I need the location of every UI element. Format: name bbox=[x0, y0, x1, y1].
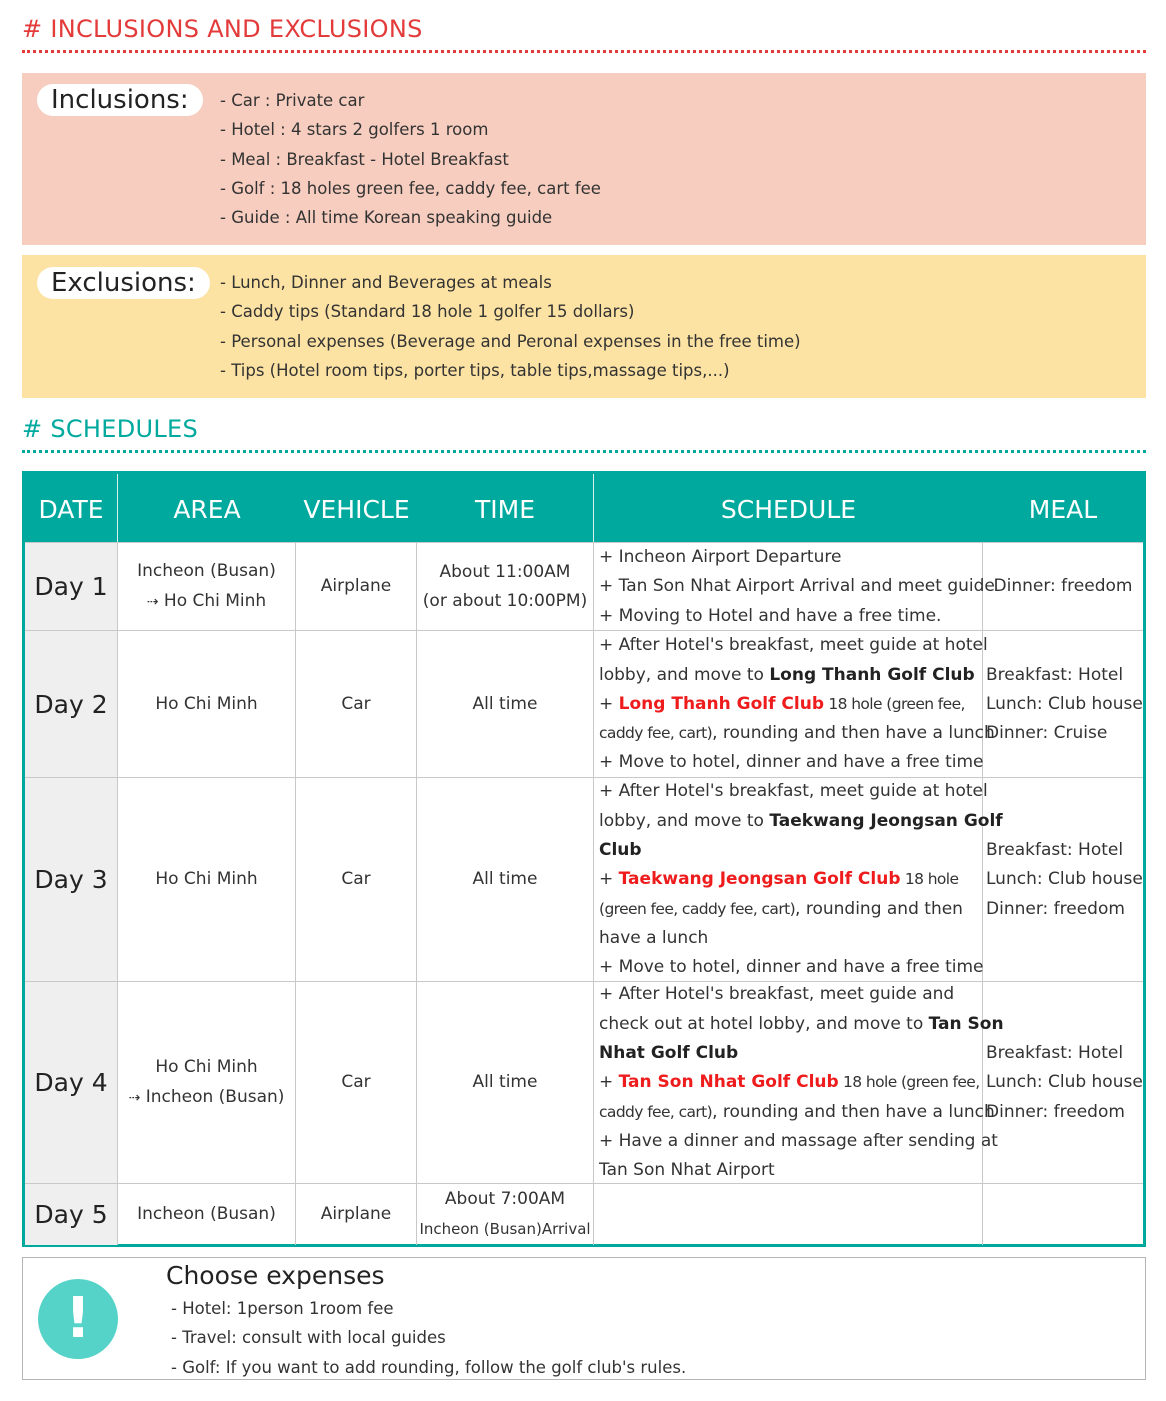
meal-line: Lunch: Club house bbox=[986, 869, 1143, 890]
area-to: Ho Chi Minh bbox=[163, 590, 267, 611]
meal-line: Breakfast: Hotel bbox=[986, 840, 1124, 861]
schedule-line: + Long Thanh Golf Club 18 hole (green fee, bbox=[599, 693, 965, 714]
expenses-box bbox=[22, 1257, 1146, 1380]
title-divider bbox=[22, 50, 1146, 53]
golf-club-name: Long Thanh Golf Club bbox=[769, 664, 975, 685]
schedule-line: (green fee, caddy fee, cart), rounding and then bbox=[599, 898, 963, 919]
area-cell: Ho Chi Minh bbox=[118, 778, 296, 982]
time-cell bbox=[417, 543, 594, 631]
area-from: Incheon (Busan) bbox=[137, 561, 276, 582]
exclusions-box bbox=[22, 255, 1146, 398]
vehicle-cell: Car bbox=[296, 778, 417, 982]
time-cell: All time bbox=[417, 778, 594, 982]
table-row bbox=[25, 542, 1143, 631]
meal-cell bbox=[983, 778, 1143, 982]
list-item: - Golf : 18 holes green fee, caddy fee, cart fee bbox=[220, 178, 601, 198]
header-vehicle: VEHICLE bbox=[303, 495, 410, 524]
area-cell: Ho Chi Minh bbox=[118, 631, 296, 778]
schedule-line: + After Hotel's breakfast, meet guide at hotel bbox=[599, 781, 988, 802]
meal-cell bbox=[983, 631, 1143, 778]
schedule-line: + Move to hotel, dinner and have a free time bbox=[599, 752, 984, 773]
time-cell: All time bbox=[417, 982, 594, 1184]
list-item: - Personal expenses (Beverage and Peronal expenses in the free time) bbox=[220, 331, 801, 351]
table-row bbox=[25, 1183, 1143, 1245]
arrow-icon: ⇢ bbox=[146, 593, 159, 610]
header-area: AREA bbox=[173, 495, 241, 524]
area-cell: Incheon (Busan) bbox=[118, 1184, 296, 1245]
golf-club-name: Taekwang Jeongsan Golf bbox=[769, 810, 1003, 831]
schedule-cell bbox=[594, 631, 995, 778]
header-date: DATE bbox=[38, 495, 104, 524]
schedule-line: Club bbox=[599, 840, 642, 861]
inclusions-box bbox=[22, 73, 1146, 245]
vehicle-cell: Car bbox=[296, 982, 417, 1184]
meal-cell bbox=[983, 1184, 1143, 1245]
meal-cell bbox=[983, 982, 1143, 1184]
date-cell: Day 5 bbox=[25, 1184, 118, 1245]
time-text: About 11:00AM bbox=[439, 561, 571, 582]
expenses-list bbox=[171, 1294, 686, 1382]
schedules-title: # SCHEDULES bbox=[22, 415, 199, 443]
schedule-line: lobby, and move to Taekwang Jeongsan Golf bbox=[599, 810, 1003, 831]
schedule-line: + After Hotel's breakfast, meet guide and bbox=[599, 984, 955, 1005]
meal-line: Dinner: freedom bbox=[986, 1101, 1125, 1122]
schedule-line: + After Hotel's breakfast, meet guide at hotel bbox=[599, 635, 988, 656]
golf-club-name: Tan Son bbox=[928, 1013, 1004, 1034]
list-item: - Hotel: 1person 1room fee bbox=[171, 1299, 394, 1318]
time-cell bbox=[417, 1184, 594, 1245]
time-cell: All time bbox=[417, 631, 594, 778]
schedule-line: Nhat Golf Club bbox=[599, 1043, 739, 1064]
list-item: - Golf: If you want to add rounding, follow the golf club's rules. bbox=[171, 1357, 687, 1377]
schedule-line: + Incheon Airport Departure bbox=[599, 547, 842, 568]
golf-club-highlight: Taekwang Jeongsan Golf Club bbox=[618, 869, 901, 890]
schedule-line: + Tan Son Nhat Golf Club 18 hole (green fee, bbox=[599, 1072, 980, 1093]
schedule-line: check out at hotel lobby, and move to Tan Son bbox=[599, 1013, 1004, 1034]
list-item: - Hotel : 4 stars 2 golfers 1 room bbox=[220, 120, 489, 140]
schedule-cell bbox=[594, 982, 1004, 1184]
schedule-cell bbox=[594, 778, 1003, 982]
schedule-line: Tan Son Nhat Airport bbox=[599, 1160, 775, 1181]
schedule-line: caddy fee, cart), rounding and then have a lunch bbox=[599, 723, 995, 744]
exclamation-icon: ! bbox=[38, 1279, 118, 1359]
schedule-line: + Have a dinner and massage after sending at bbox=[599, 1130, 998, 1151]
area-from: Ho Chi Minh bbox=[155, 1057, 258, 1078]
list-item: - Meal : Breakfast - Hotel Breakfast bbox=[220, 149, 509, 169]
meal-cell bbox=[983, 543, 1143, 631]
schedule-cell bbox=[594, 543, 995, 631]
time-note: Incheon (Busan)Arrival bbox=[419, 1219, 591, 1238]
vehicle-cell: Airplane bbox=[296, 1184, 417, 1245]
schedule-line: caddy fee, cart), rounding and then have a lunch bbox=[599, 1101, 995, 1122]
schedule-line: have a lunch bbox=[599, 927, 709, 948]
area-to: Incheon (Busan) bbox=[145, 1086, 285, 1107]
meal-line: Dinner: freedom bbox=[986, 898, 1125, 919]
header-time: TIME bbox=[474, 495, 535, 524]
schedule-line: + Move to hotel, dinner and have a free time bbox=[599, 957, 984, 978]
time-text: About 7:00AM bbox=[444, 1189, 566, 1210]
list-item: - Tips (Hotel room tips, porter tips, table tips,massage tips,...) bbox=[220, 360, 730, 380]
table-header bbox=[25, 474, 1143, 542]
header-schedule: SCHEDULE bbox=[720, 495, 857, 524]
inclusions-list bbox=[220, 86, 601, 232]
schedule-line: lobby, and move to Long Thanh Golf Club bbox=[599, 664, 975, 685]
schedule-line: + Moving to Hotel and have a free time. bbox=[599, 605, 942, 626]
schedule-line: + Taekwang Jeongsan Golf Club 18 hole bbox=[599, 869, 959, 890]
schedules-divider bbox=[22, 450, 1146, 453]
area-cell bbox=[118, 543, 296, 631]
meal-line: Breakfast: Hotel bbox=[986, 1043, 1124, 1064]
meal-line: Lunch: Club house bbox=[986, 1072, 1143, 1093]
meal-line: Breakfast: Hotel bbox=[986, 664, 1124, 685]
date-cell: Day 3 bbox=[25, 778, 118, 982]
area-cell bbox=[118, 982, 296, 1184]
table-row bbox=[25, 777, 1143, 982]
schedule-line: + Tan Son Nhat Airport Arrival and meet guide bbox=[599, 576, 995, 597]
date-cell: Day 4 bbox=[25, 982, 118, 1184]
meal-line: Dinner: Cruise bbox=[986, 723, 1108, 744]
golf-club-highlight: Long Thanh Golf Club bbox=[618, 693, 825, 714]
date-cell: Day 2 bbox=[25, 631, 118, 778]
inclusions-exclusions-title: # INCLUSIONS AND EXCLUSIONS bbox=[22, 15, 423, 43]
golf-club-highlight: Tan Son Nhat Golf Club bbox=[618, 1072, 839, 1093]
list-item: - Car : Private car bbox=[220, 91, 365, 110]
time-note: (or about 10:00PM) bbox=[422, 591, 588, 611]
table-row bbox=[25, 981, 1143, 1184]
arrow-icon: ⇢ bbox=[128, 1089, 141, 1106]
expenses-title: Choose expenses bbox=[166, 1261, 385, 1290]
date-cell: Day 1 bbox=[25, 543, 118, 631]
list-item: - Guide : All time Korean speaking guide bbox=[220, 208, 553, 228]
list-item: - Lunch, Dinner and Beverages at meals bbox=[220, 273, 552, 292]
meal-line: Dinner: freedom bbox=[993, 576, 1133, 597]
exclusions-label: Exclusions: bbox=[37, 267, 210, 299]
table-row bbox=[25, 630, 1143, 778]
vehicle-cell: Car bbox=[296, 631, 417, 778]
list-item: - Travel: consult with local guides bbox=[171, 1328, 446, 1348]
exclusions-list bbox=[220, 268, 801, 385]
meal-line: Lunch: Club house bbox=[986, 693, 1143, 714]
vehicle-cell: Airplane bbox=[296, 543, 417, 631]
schedule-cell bbox=[594, 1184, 983, 1245]
schedule-table bbox=[22, 471, 1146, 1247]
inclusions-label: Inclusions: bbox=[37, 84, 203, 116]
header-meal: MEAL bbox=[1028, 495, 1098, 524]
list-item: - Caddy tips (Standard 18 hole 1 golfer 15 dollars) bbox=[220, 302, 635, 322]
